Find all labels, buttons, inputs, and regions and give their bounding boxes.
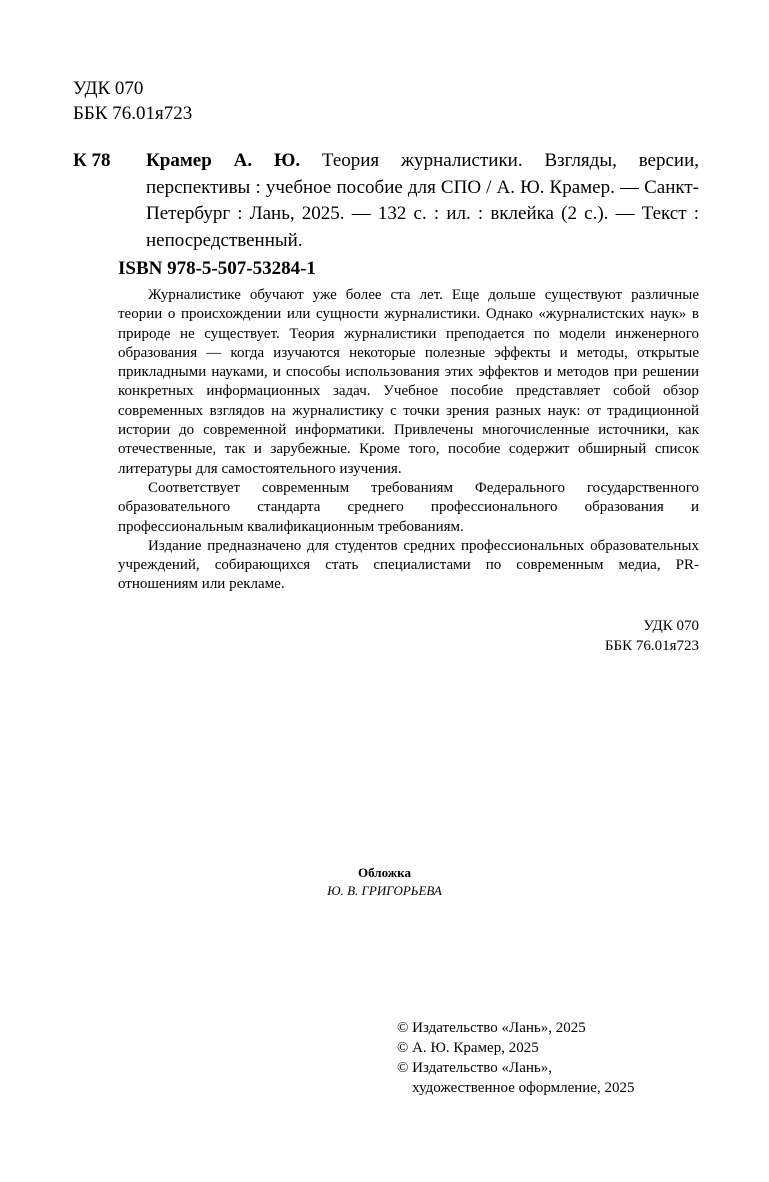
annotation [118, 286, 699, 595]
udk-code: УДК 070 [643, 618, 699, 634]
copyright-line [397, 1078, 634, 1098]
cover-label: Обложка [358, 865, 411, 880]
author-mark: К 78 [73, 150, 111, 171]
annotation-paragraph: Соответствует современным требованиям Федерального государственного образовательного стандарта среднего профессионального образования и профессиональным квалификационным требованиям. [118, 479, 699, 535]
title-statement: Теория журналистики. Взгляды, версии, перспективы : учебное пособие для СПО / А. Ю. Крамер. — Санкт-Петербург : Лань, 2025. — 132 с. : ил. : вклейка (2 с.). — Текст : непосредственный. [146, 150, 700, 251]
copyright-line: © А. Ю. Крамер, 2025 [397, 1040, 539, 1056]
author-heading: Крамер А. Ю. [146, 150, 301, 171]
copyright-block [397, 1018, 634, 1098]
udk-code: УДК 070 [73, 78, 144, 99]
copyright-line: © Издательство «Лань», [397, 1060, 552, 1076]
copyright-line: © Издательство «Лань», 2025 [397, 1020, 586, 1036]
isbn: ISBN 978-5-507-53284-1 [118, 258, 316, 279]
annotation-paragraph: Издание предназначено для студентов средних профессиональных образовательных учреждений, собирающихся стать специалистами по современным медиа, PR-отношениям или рекламе. [118, 537, 699, 593]
cover-designer: Ю. В. ГРИГОРЬЕВА [327, 883, 442, 898]
bibliographic-description [146, 148, 699, 254]
bbk-code: ББК 76.01я723 [73, 103, 193, 124]
bbk-code: ББК 76.01я723 [604, 638, 699, 654]
cover-credit [0, 864, 769, 900]
classification-codes-bottom [605, 616, 699, 656]
classification-codes-top [73, 76, 192, 126]
copyright-line-continued: художественное оформление, 2025 [412, 1080, 635, 1096]
annotation-paragraph: Журналистике обучают уже более ста лет. Еще дольше существуют различные теории о происхождении или сущности журналистики. Однако «журналистских наук» в природе не существует. Теория журналистики преподается по модели инженерного образования — когда изучаются некоторые полезные эффекты и методы, открытые прикладными науками, и способы использования этих эффектов и методов при решении конкретных информационных задач. Учебное пособие представляет собой обзор современных взглядов на журналистику с точки зрения разных наук: от традиционной истории до современной информатики. Привлечены многочисленные источники, как отечественные, так и зарубежные. Кроме того, пособие содержит обширный список литературы для самостоятельного изучения. [118, 287, 699, 477]
